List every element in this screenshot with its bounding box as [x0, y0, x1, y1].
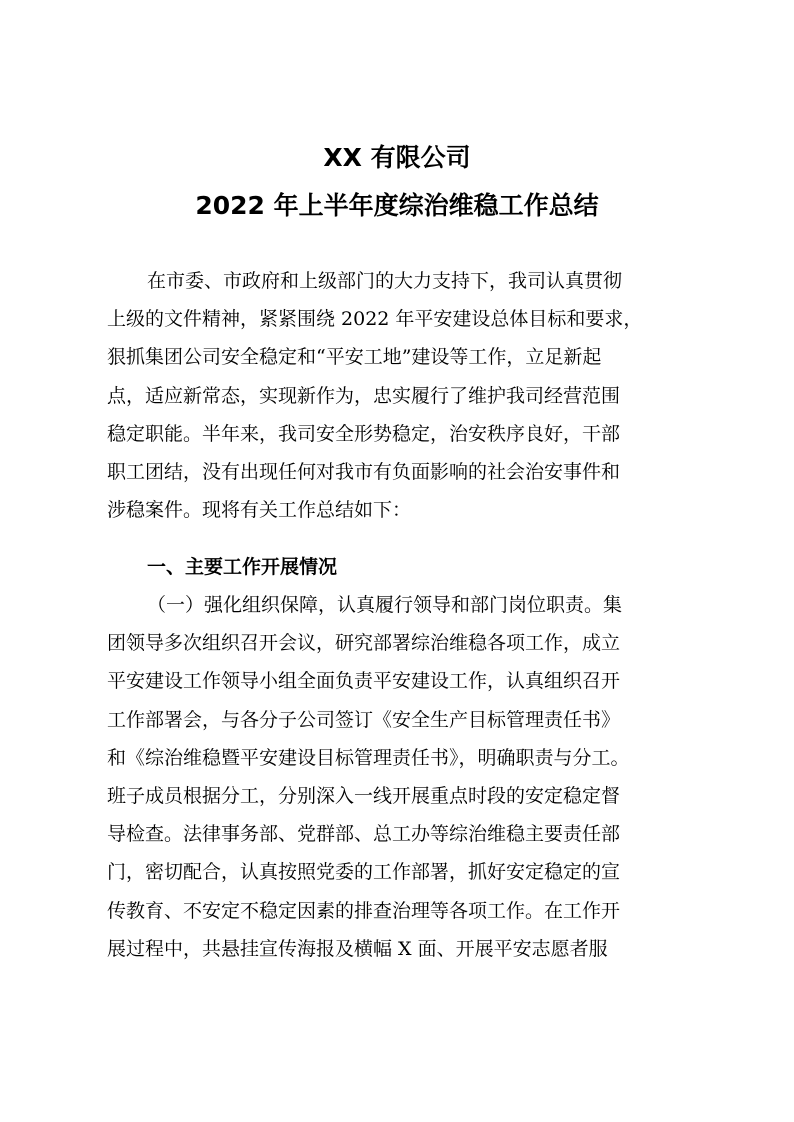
paragraph-line: 工作部署会，与各分子公司签订《安全生产目标管理责任书》 — [107, 708, 621, 731]
document-title-company: XX 有限公司 — [323, 143, 471, 172]
paragraph-line: 团领导多次组织召开会议，研究部署综治维稳各项工作，成立 — [107, 632, 621, 655]
paragraph-line: 和《综治维稳暨平安建设目标管理责任书》，明确职责与分工。 — [107, 746, 630, 769]
section-heading: 一、主要工作开展情况 — [147, 556, 338, 578]
intro-paragraph — [107, 262, 689, 529]
paragraph-line: （一）强化组织保障，认真履行领导和部门岗位职责。集 — [147, 594, 623, 616]
paragraph-line: 平安建设工作领导小组全面负责平安建设工作，认真组织召开 — [107, 670, 621, 693]
paragraph-line: 涉稳案件。现将有关工作总结如下： — [107, 499, 412, 522]
paragraph-line: 上级的文件精神，紧紧围绕 2022 年平安建设总体目标和要求， — [107, 308, 643, 331]
paragraph-line: 展过程中，共悬挂宣传海报及横幅 X 面、开展平安志愿者服 — [107, 937, 608, 960]
document-title-report: 2022 年上半年度综治维稳工作总结 — [195, 191, 599, 220]
paragraph-line: 点，适应新常态，实现新作为，忠实履行了维护我司经营范围 — [107, 384, 621, 407]
section1-paragraph — [107, 586, 689, 968]
paragraph-line: 狠抓集团公司安全稳定和“平安工地”建设等工作，立足新起 — [107, 346, 602, 369]
paragraph-line: 门，密切配合，认真按照党委的工作部署，抓好安定稳定的宣 — [107, 861, 621, 884]
paragraph-line: 导检查。法律事务部、党群部、总工办等综治维稳主要责任部 — [107, 823, 621, 846]
paragraph-line: 传教育、不安定不稳定因素的排查治理等各项工作。在工作开 — [107, 899, 621, 922]
section-heading-block — [107, 548, 689, 586]
paragraph-line: 职工团结，没有出现任何对我市有负面影响的社会治安事件和 — [107, 460, 621, 483]
paragraph-line: 班子成员根据分工，分别深入一线开展重点时段的安定稳定督 — [107, 784, 621, 807]
paragraph-line: 在市委、市政府和上级部门的大力支持下，我司认真贯彻 — [147, 270, 623, 292]
paragraph-line: 稳定职能。半年来，我司安全形势稳定，治安秩序良好，干部 — [107, 422, 621, 445]
